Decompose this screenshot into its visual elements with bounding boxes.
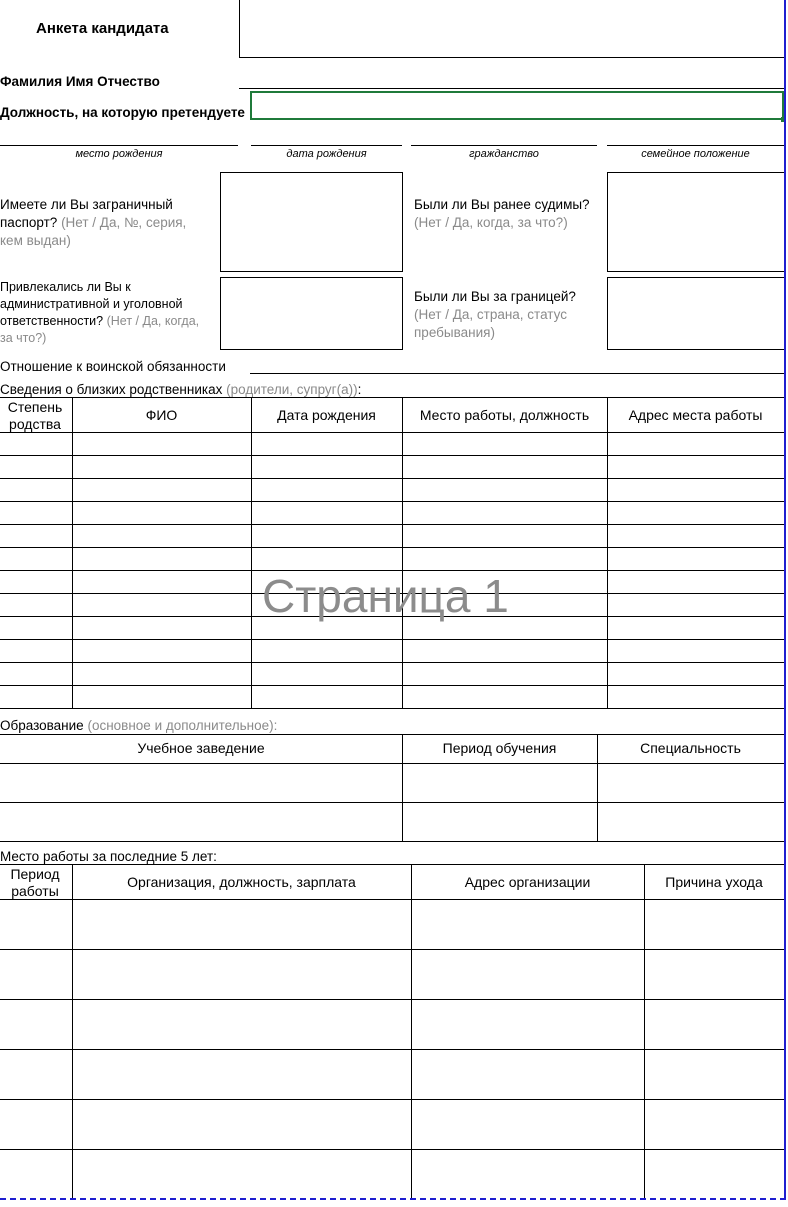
work-cell[interactable] bbox=[0, 950, 72, 999]
work-cell[interactable] bbox=[645, 1050, 784, 1099]
relatives-header-birthdate: Дата рождения bbox=[277, 407, 376, 423]
education-header-institution: Учебное заведение bbox=[137, 740, 265, 756]
birthdate-sublabel: дата рождения bbox=[286, 148, 367, 160]
relatives-header-degree: Степень родства bbox=[7, 399, 63, 432]
relatives-cell[interactable] bbox=[0, 433, 72, 455]
work-header-period: Период работы bbox=[10, 866, 60, 899]
relatives-cell[interactable] bbox=[608, 686, 784, 708]
page-title: Анкета кандидата bbox=[36, 20, 169, 37]
abroad-question: Были ли Вы за границей? (Нет / Да, страна, статус пребывания) bbox=[414, 289, 576, 340]
education-cell[interactable] bbox=[403, 803, 597, 841]
work-cell[interactable] bbox=[0, 1000, 72, 1049]
work-cell[interactable] bbox=[73, 1000, 411, 1049]
relatives-cell[interactable] bbox=[0, 479, 72, 501]
work-header-reason: Причина ухода bbox=[665, 874, 763, 890]
work-cell[interactable] bbox=[0, 900, 72, 949]
relatives-cell[interactable] bbox=[73, 571, 251, 593]
military-label: Отношение к воинской обязанности bbox=[0, 359, 226, 374]
work-cell[interactable] bbox=[73, 950, 411, 999]
education-cell[interactable] bbox=[403, 764, 597, 802]
relatives-cell[interactable] bbox=[403, 525, 607, 547]
work-header-address: Адрес организации bbox=[464, 874, 591, 890]
relatives-cell[interactable] bbox=[0, 663, 72, 685]
relatives-top-border bbox=[0, 397, 784, 398]
work-top-border bbox=[0, 864, 784, 865]
work-cell[interactable] bbox=[73, 900, 411, 949]
relatives-cell[interactable] bbox=[0, 640, 72, 662]
marital-sublabel: семейное положение bbox=[641, 148, 750, 160]
relatives-cell[interactable] bbox=[252, 456, 402, 478]
work-cell[interactable] bbox=[0, 1050, 72, 1099]
work-cell[interactable] bbox=[645, 900, 784, 949]
relatives-cell[interactable] bbox=[608, 571, 784, 593]
relatives-cell[interactable] bbox=[0, 571, 72, 593]
work-cell[interactable] bbox=[412, 1000, 644, 1049]
relatives-cell[interactable] bbox=[252, 502, 402, 524]
relatives-cell[interactable] bbox=[252, 525, 402, 547]
relatives-cell[interactable] bbox=[0, 594, 72, 616]
relatives-cell[interactable] bbox=[73, 594, 251, 616]
work-cell[interactable] bbox=[412, 1050, 644, 1099]
relatives-cell[interactable] bbox=[0, 502, 72, 524]
relatives-cell[interactable] bbox=[0, 525, 72, 547]
relatives-cell[interactable] bbox=[608, 594, 784, 616]
relatives-cell[interactable] bbox=[608, 502, 784, 524]
relatives-cell[interactable] bbox=[73, 663, 251, 685]
relatives-cell[interactable] bbox=[608, 433, 784, 455]
relatives-cell[interactable] bbox=[403, 640, 607, 662]
relatives-cell[interactable] bbox=[608, 548, 784, 570]
relatives-label: Сведения о близких родственниках (родители, супруг(а)): bbox=[0, 382, 362, 397]
relatives-cell[interactable] bbox=[0, 686, 72, 708]
work-header-organization: Организация, должность, зарплата bbox=[127, 874, 356, 890]
page-right-border bbox=[784, 0, 786, 1200]
relatives-cell[interactable] bbox=[403, 548, 607, 570]
relatives-cell[interactable] bbox=[403, 663, 607, 685]
work-cell[interactable] bbox=[645, 1150, 784, 1199]
fio-label: Фамилия Имя Отчество bbox=[0, 74, 160, 89]
education-cell[interactable] bbox=[0, 764, 402, 802]
convicted-question: Были ли Вы ранее судимы? (Нет / Да, когда, за что?) bbox=[414, 197, 590, 230]
relatives-cell[interactable] bbox=[403, 686, 607, 708]
relatives-cell[interactable] bbox=[403, 502, 607, 524]
relatives-cell[interactable] bbox=[73, 686, 251, 708]
education-cell[interactable] bbox=[0, 803, 402, 841]
birthplace-sublabel: место рождения bbox=[75, 148, 163, 160]
relatives-cell[interactable] bbox=[403, 456, 607, 478]
relatives-cell[interactable] bbox=[73, 456, 251, 478]
relatives-cell[interactable] bbox=[403, 433, 607, 455]
relatives-cell[interactable] bbox=[73, 502, 251, 524]
citizenship-sublabel: гражданство bbox=[469, 148, 539, 160]
work-cell[interactable] bbox=[73, 1050, 411, 1099]
work-cell[interactable] bbox=[412, 1150, 644, 1199]
relatives-cell[interactable] bbox=[0, 548, 72, 570]
education-bottom-border bbox=[0, 841, 784, 842]
liability-question: Привлекались ли Вы к административной и уголовной ответственности? (Нет / Да, когда, за что?) bbox=[0, 280, 200, 345]
relatives-header-fio: ФИО bbox=[145, 407, 178, 423]
passport-question: Имеете ли Вы заграничный паспорт? (Нет / Да, №, серия, кем выдан) bbox=[0, 197, 187, 248]
work-cell[interactable] bbox=[0, 1150, 72, 1199]
relatives-cell[interactable] bbox=[0, 456, 72, 478]
relatives-cell[interactable] bbox=[608, 617, 784, 639]
relatives-cell[interactable] bbox=[608, 456, 784, 478]
relatives-header-workplace: Место работы, должность bbox=[419, 407, 590, 423]
education-cell[interactable] bbox=[598, 764, 784, 802]
relatives-cell[interactable] bbox=[608, 479, 784, 501]
education-top-border bbox=[0, 734, 784, 735]
education-label: Образование (основное и дополнительное): bbox=[0, 718, 278, 733]
relatives-cell[interactable] bbox=[252, 663, 402, 685]
work-cell[interactable] bbox=[73, 1100, 411, 1149]
relatives-cell[interactable] bbox=[73, 479, 251, 501]
relatives-row-border bbox=[0, 708, 784, 709]
relatives-cell[interactable] bbox=[0, 617, 72, 639]
relatives-cell[interactable] bbox=[252, 640, 402, 662]
relatives-cell[interactable] bbox=[73, 640, 251, 662]
education-header-specialty: Специальность bbox=[640, 740, 741, 756]
relatives-cell[interactable] bbox=[608, 663, 784, 685]
relatives-cell[interactable] bbox=[252, 548, 402, 570]
relatives-cell[interactable] bbox=[403, 479, 607, 501]
work-label: Место работы за последние 5 лет: bbox=[0, 849, 217, 864]
relatives-cell[interactable] bbox=[252, 433, 402, 455]
position-label: Должность, на которую претендуете bbox=[0, 105, 245, 120]
education-header-period: Период обучения bbox=[442, 740, 557, 756]
education-cell[interactable] bbox=[598, 803, 784, 841]
relatives-cell[interactable] bbox=[608, 525, 784, 547]
relatives-cell[interactable] bbox=[73, 548, 251, 570]
work-cell[interactable] bbox=[645, 1000, 784, 1049]
relatives-header-address: Адрес места работы bbox=[628, 407, 763, 423]
relatives-cell[interactable] bbox=[252, 479, 402, 501]
work-cell[interactable] bbox=[645, 1100, 784, 1149]
work-cell[interactable] bbox=[412, 950, 644, 999]
relatives-cell[interactable] bbox=[73, 525, 251, 547]
page-break-line bbox=[0, 1198, 786, 1200]
relatives-cell[interactable] bbox=[73, 433, 251, 455]
page-watermark: Страница 1 bbox=[262, 570, 509, 622]
work-cell[interactable] bbox=[412, 900, 644, 949]
work-cell[interactable] bbox=[73, 1150, 411, 1199]
work-cell[interactable] bbox=[645, 950, 784, 999]
relatives-cell[interactable] bbox=[252, 686, 402, 708]
relatives-cell[interactable] bbox=[73, 617, 251, 639]
relatives-cell[interactable] bbox=[608, 640, 784, 662]
work-cell[interactable] bbox=[0, 1100, 72, 1149]
work-cell[interactable] bbox=[412, 1100, 644, 1149]
